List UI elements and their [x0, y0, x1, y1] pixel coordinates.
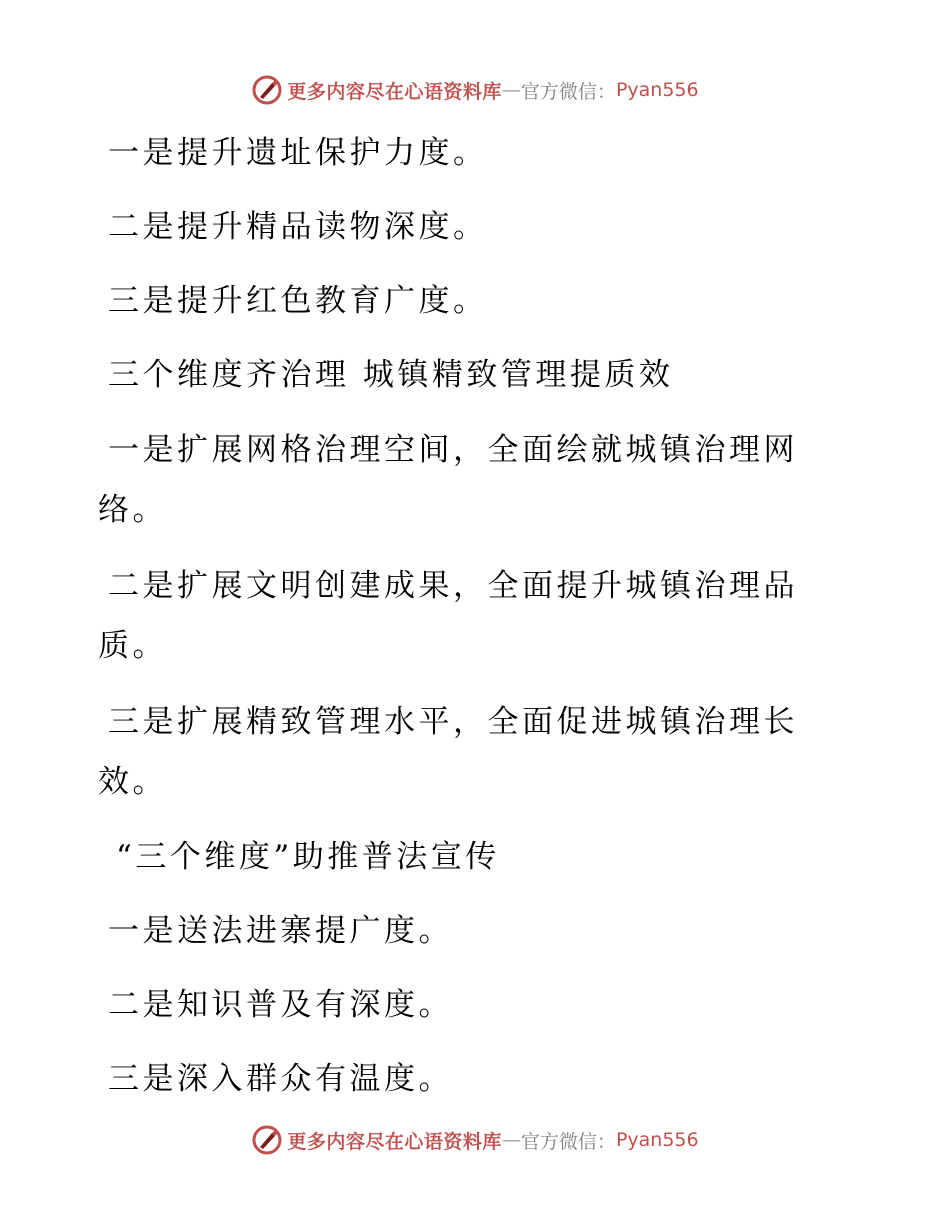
- watermark-wechat-id: Pyan556: [615, 1129, 699, 1151]
- paragraph: 三是深入群众有温度。: [108, 1061, 453, 1097]
- watermark-footer: [0, 1120, 950, 1160]
- pen-logo-icon: [251, 74, 283, 106]
- section-heading: 三个维度齐治理 城镇精致管理提质效: [108, 357, 674, 393]
- paragraph: 一是送法进寨提广度。: [108, 913, 453, 949]
- watermark-wechat-id: Pyan556: [615, 79, 699, 101]
- paragraph: 一是扩展网格治理空间，全面绘就城镇治理网络。: [98, 432, 798, 528]
- paragraph: 二是知识普及有深度。: [108, 987, 453, 1023]
- watermark-separator: —: [501, 79, 521, 101]
- pen-logo-icon: [251, 1124, 283, 1156]
- watermark-wechat-label: 官方微信：: [520, 1130, 616, 1153]
- paragraph: 一是提升遗址保护力度。: [108, 135, 488, 171]
- section-heading: “三个维度”助推普法宣传: [116, 839, 500, 875]
- document-body: [98, 124, 798, 1124]
- paragraph: 三是提升红色教育广度。: [108, 283, 488, 319]
- paragraph: 三是扩展精致管理水平，全面促进城镇治理长效。: [98, 704, 798, 800]
- paragraph: 二是提升精品读物深度。: [108, 209, 488, 245]
- watermark-header: [0, 70, 950, 110]
- watermark-separator: —: [501, 1129, 521, 1151]
- watermark-text: 更多内容尽在心语资料库: [287, 80, 502, 103]
- paragraph: 二是扩展文明创建成果，全面提升城镇治理品质。: [98, 568, 798, 664]
- watermark-text: 更多内容尽在心语资料库: [287, 1130, 502, 1153]
- watermark-wechat-label: 官方微信：: [520, 80, 616, 103]
